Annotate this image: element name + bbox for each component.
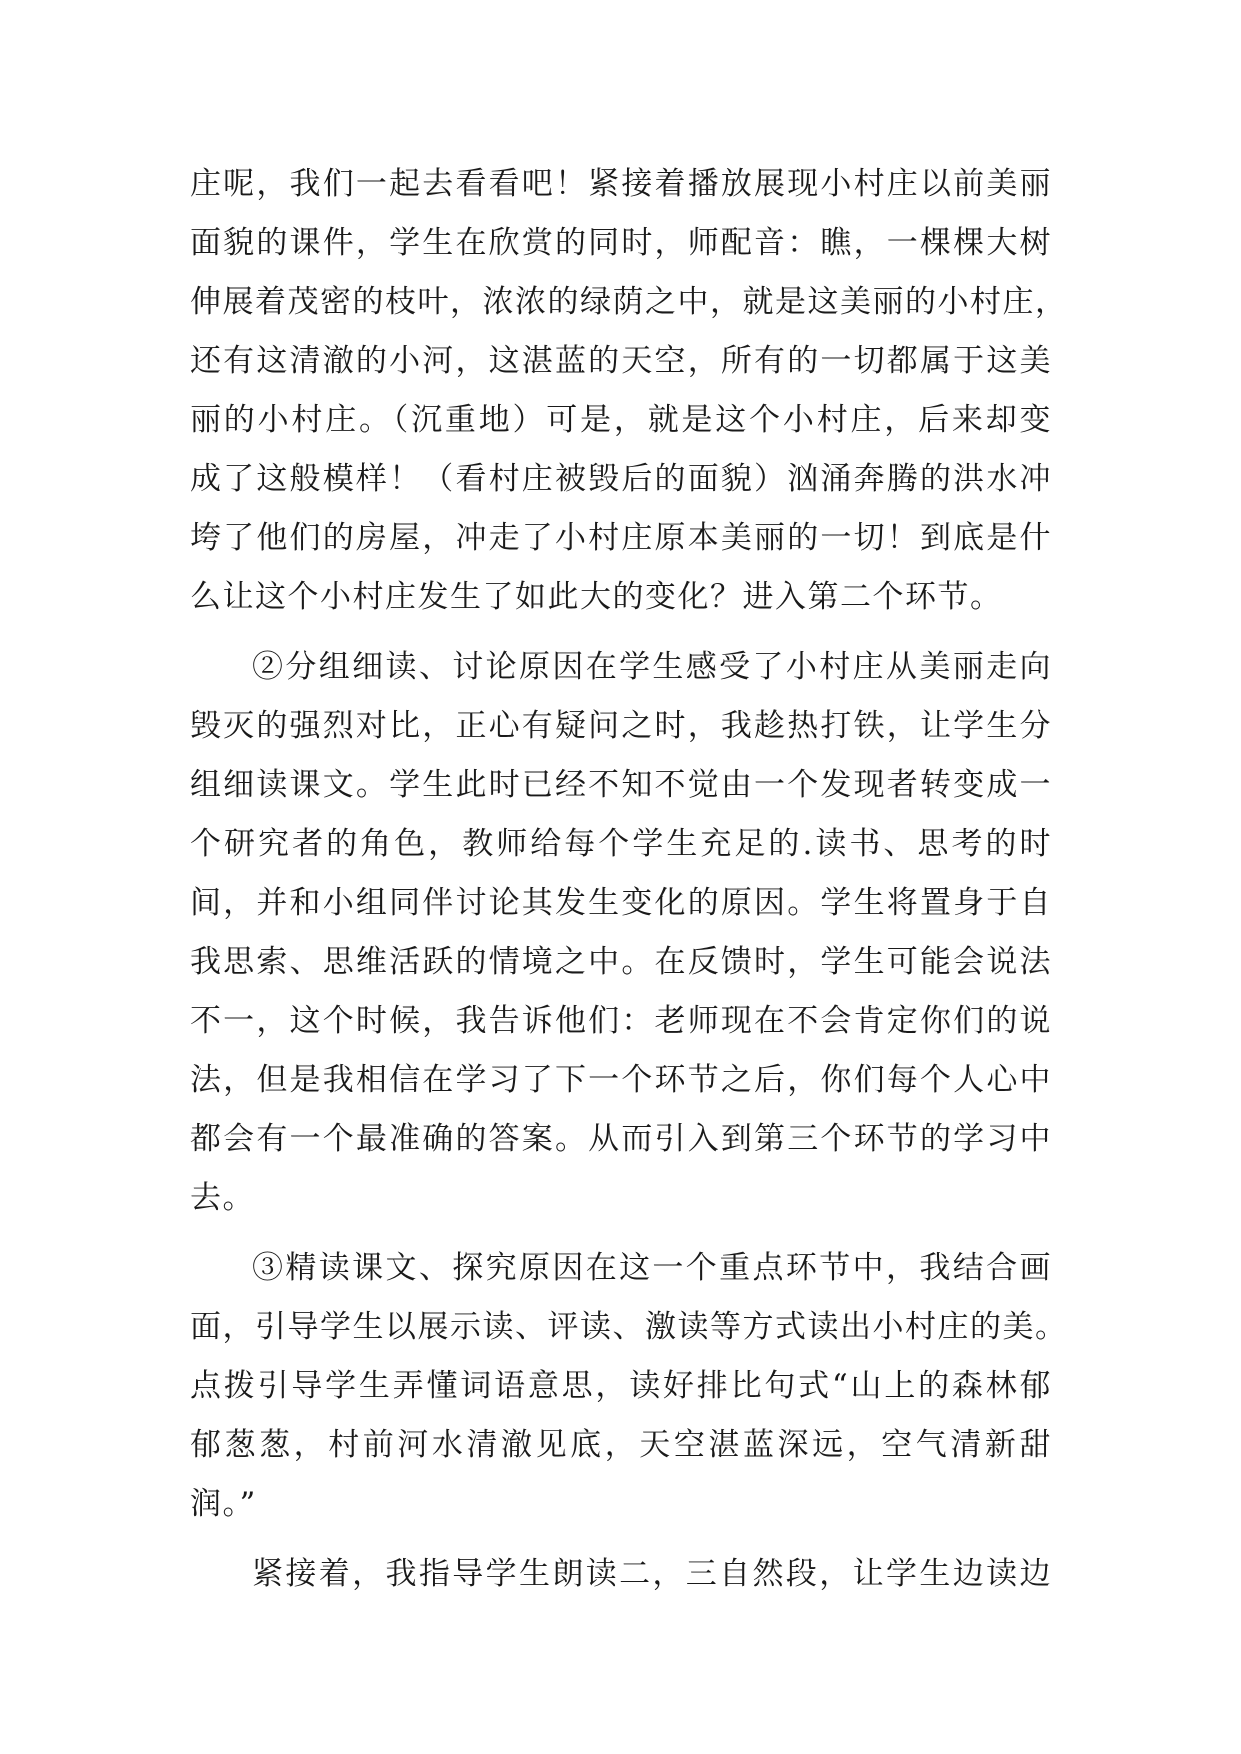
text-line: 郁葱葱，村前河水清澈见底，天空湛蓝深远，空气清新甜 — [190, 1427, 1052, 1463]
text-line: 面，引导学生以展示读、评读、激读等方式读出小村庄的美。 — [190, 1309, 1068, 1345]
text-line: 去。 — [190, 1180, 255, 1216]
text-line: 法，但是我相信在学习了下一个环节之后，你们每个人心中 — [190, 1062, 1052, 1098]
text-line: ②分组细读、讨论原因在学生感受了小村庄从美丽走向 — [252, 649, 1052, 685]
text-line: 丽的小村庄。（沉重地）可是，就是这个小村庄，后来却变 — [190, 402, 1052, 438]
text-line: 面貌的课件，学生在欣赏的同时，师配音：瞧，一棵棵大树 — [190, 225, 1052, 261]
text-line: 垮了他们的房屋，冲走了小村庄原本美丽的一切！到底是什 — [190, 520, 1052, 556]
text-line: 么让这个小村庄发生了如此大的变化？进入第二个环节。 — [190, 579, 1003, 615]
text-line: 不一，这个时候，我告诉他们：老师现在不会肯定你们的说 — [190, 1003, 1052, 1039]
text-line: 我思索、思维活跃的情境之中。在反馈时，学生可能会说法 — [190, 944, 1052, 980]
text-line: 点拨引导学生弄懂词语意思，读好排比句式“山上的森林郁 — [190, 1368, 1052, 1404]
text-line: 毁灭的强烈对比，正心有疑问之时，我趁热打铁，让学生分 — [190, 708, 1052, 744]
document-body — [190, 155, 1068, 1604]
text-line: 间，并和小组同伴讨论其发生变化的原因。学生将置身于自 — [190, 885, 1052, 921]
text-line: 庄呢，我们一起去看看吧！紧接着播放展现小村庄以前美丽 — [190, 166, 1052, 202]
text-line: 伸展着茂密的枝叶，浓浓的绿荫之中，就是这美丽的小村庄， — [190, 284, 1068, 320]
text-line: 成了这般模样！（看村庄被毁后的面貌）汹涌奔腾的洪水冲 — [190, 461, 1052, 497]
text-line: 组细读课文。学生此时已经不知不觉由一个发现者转变成一 — [190, 767, 1052, 803]
text-line: 润。” — [190, 1486, 257, 1522]
text-line: 还有这清澈的小河，这湛蓝的天空，所有的一切都属于这美 — [190, 343, 1052, 379]
text-line: 都会有一个最准确的答案。从而引入到第三个环节的学习中 — [190, 1121, 1052, 1157]
text-line: ③精读课文、探究原因在这一个重点环节中，我结合画 — [252, 1250, 1052, 1286]
text-line: 紧接着，我指导学生朗读二，三自然段，让学生边读边 — [252, 1556, 1052, 1592]
text-line: 个研究者的角色，教师给每个学生充足的.读书、思考的时 — [190, 826, 1052, 862]
